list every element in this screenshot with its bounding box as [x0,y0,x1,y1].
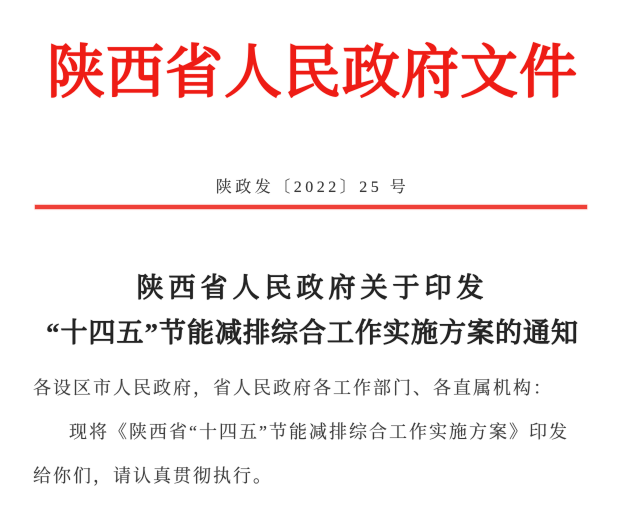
notice-body [33,366,589,498]
notice-body-line-1: 现将《陕西省“十四五”节能减排综合工作实施方案》印发 [69,422,569,442]
notice-salutation: 各设区市人民政府，省人民政府各工作部门、各直属机构： [33,378,553,398]
document-reference-number: 陕政发〔2022〕25 号 [215,179,410,196]
notice-title-line-1: 陕西省人民政府关于印发 [136,273,489,303]
notice-body-line-2: 给你们，请认真贯彻执行。 [33,466,273,486]
notice-title [0,266,625,357]
document-masthead-title: 陕西省人民政府文件 [46,40,578,105]
notice-title-line-2: “十四五”节能减排综合工作实施方案的通知 [46,318,579,348]
red-divider-line [35,205,587,209]
